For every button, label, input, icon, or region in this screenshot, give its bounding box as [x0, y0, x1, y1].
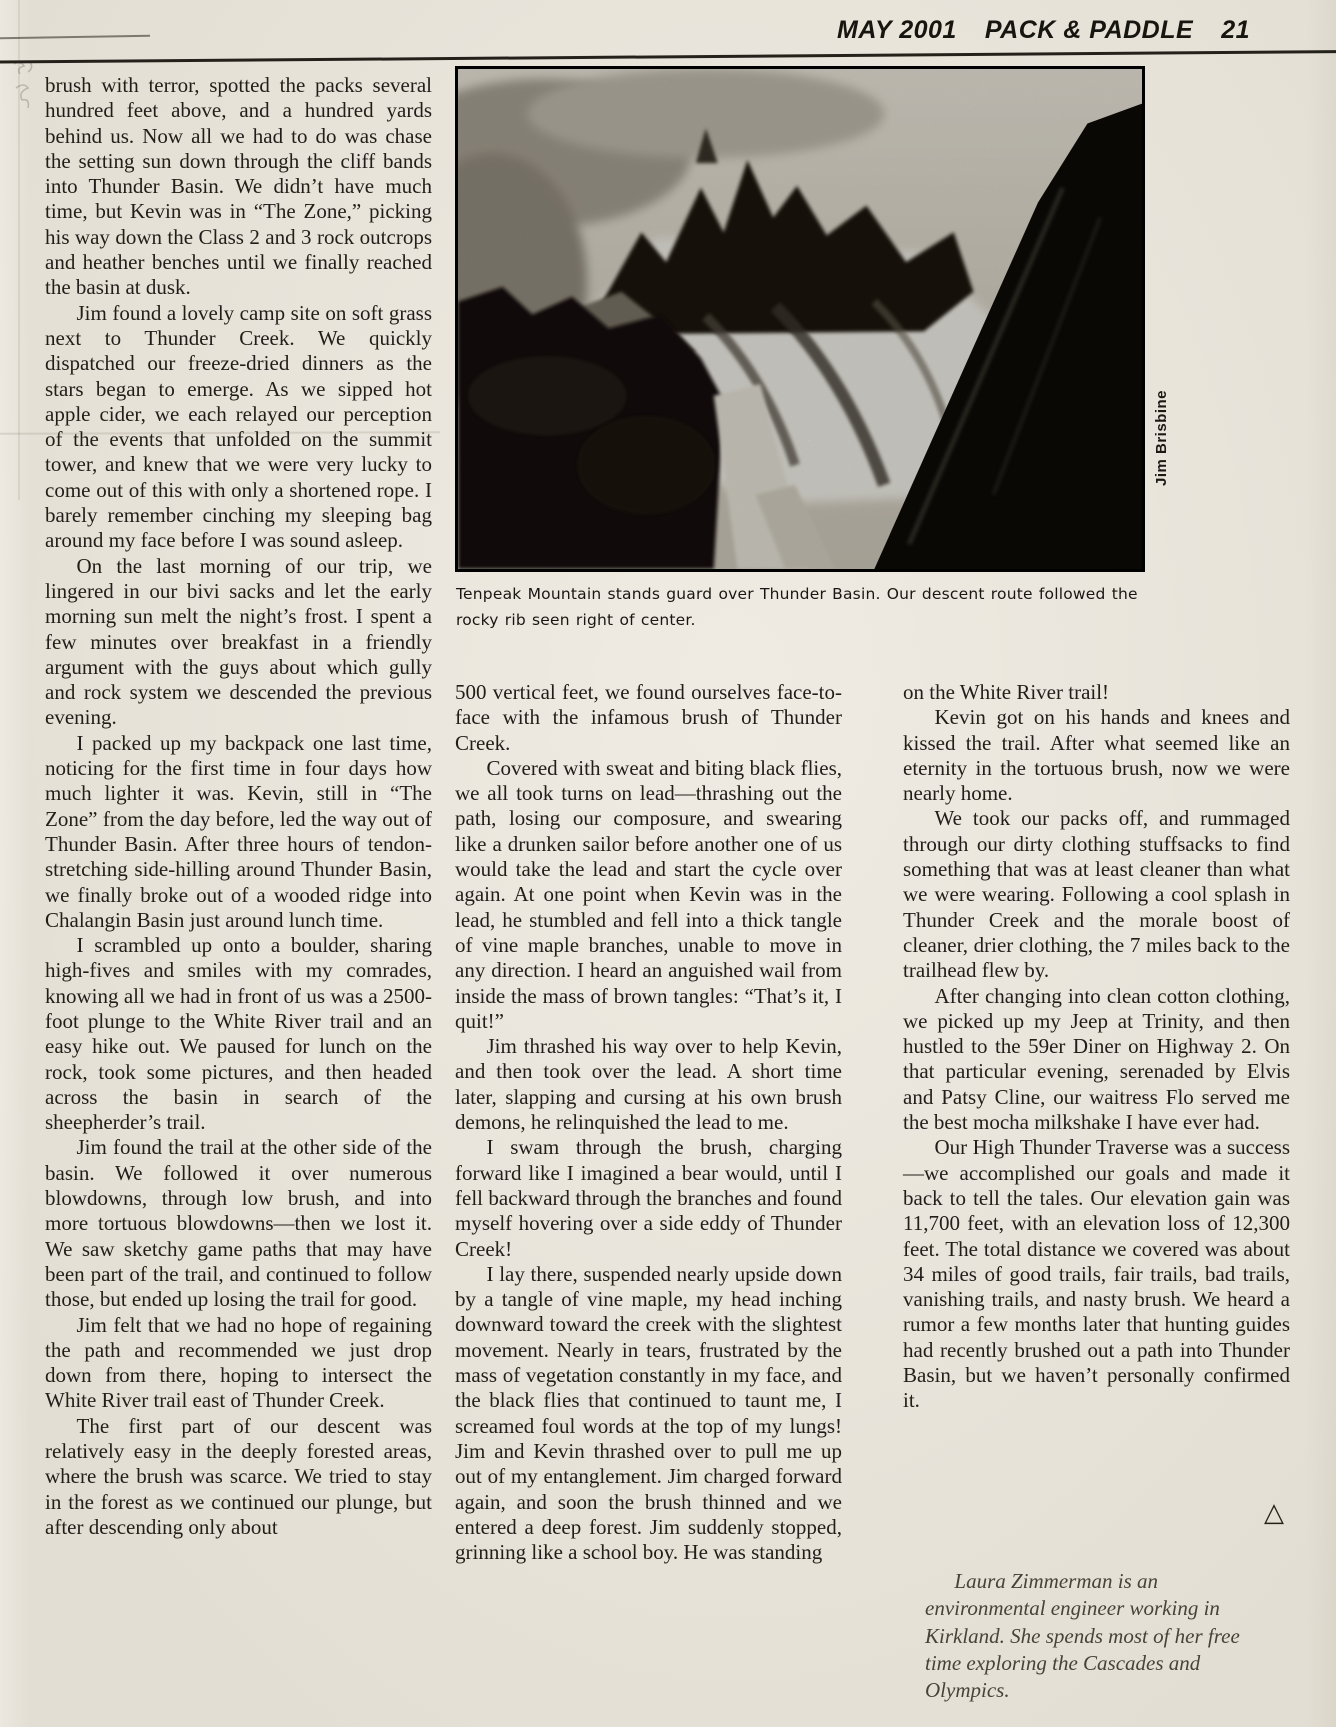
page-header [837, 16, 1250, 45]
paragraph: I scrambled up onto a boulder, sharing high-fives and smiles with my comrades, knowing all we had in front of us was a 2500-foot plunge to the White River trail and an easy hike out. We paused for lunch on the rock, took some pictures, and then headed across the basin in search of the sheepherder’s trail. [45, 933, 432, 1135]
article-column-1 [45, 73, 432, 1540]
mountain-photo-art [458, 69, 1142, 569]
paragraph: Jim found the trail at the other side of the basin. We followed it over numerous blowdowns, through low brush, and into more tortuous blowdowns—then we lost it. We saw sketchy game paths that may have been part of the trail, and continued to follow those, but ended up losing the trail for good. [45, 1135, 432, 1312]
end-of-article-mark: △ [1264, 1498, 1284, 1528]
header-magazine-title: PACK & PADDLE [984, 16, 1194, 44]
paragraph: Jim found a lovely camp site on soft grass next to Thunder Creek. We quickly dispatched our freeze-dried dinners as the stars began to emerge. As we sipped hot apple cider, we each relayed our perception of the events that unfolded on the summit tower, and knew that we were very lucky to come out of this with only a shortened rope. I barely remember cinching my sleeping bag around my face before I was sound asleep. [45, 300, 432, 553]
paragraph: Our High Thunder Traverse was a success—we accomplished our goals and made it back to tell the tales. Our elevation gain was 11,700 feet, with an elevation loss of 12,300 feet. The total distance we covered was about 34 miles of good trails, fair trails, bad trails, vanishing trails, and nasty brush. We heard a rumor a few months later that hunting guides had recently brushed out a path into Thunder Basin, but we haven’t personally confirmed it. [903, 1135, 1290, 1413]
header-issue: MAY 2001 [837, 16, 957, 44]
paragraph: Covered with sweat and biting black flies, we all took turns on lead—thrashing out the path, losing our composure, and swearing like a drunken sailor before another one of us would take the lead and start the cycle over again. At one point when Kevin was in the lead, he stumbled and fell into a thick tangle of vine maple branches, unable to move in any direction. I heard an anguished wail from inside the mass of brown tangles: “That’s it, I quit!” [455, 755, 842, 1033]
paragraph: Kevin got on his hands and knees and kissed the trail. After what seemed like an eternity in the tortuous brush, now we were nearly home. [903, 705, 1290, 806]
paragraph: We took our packs off, and rummaged through our dirty clothing stuffsacks to find something that was at least cleaner than what we were wearing. Following a cool splash in Thunder Creek and the morale boost of cleaner, drier clothing, the 7 miles back to the trailhead flew by. [903, 806, 1290, 983]
photo-credit: Jim Brisbine [1153, 389, 1170, 486]
header-page-number: 21 [1221, 16, 1250, 44]
article-column-3 [903, 680, 1290, 1414]
paragraph: on the White River trail! [903, 680, 1110, 704]
header-rule-faint [0, 35, 150, 40]
header-rule [0, 50, 1336, 64]
paragraph: After changing into clean cotton clothing, we picked up my Jeep at Trinity, and then hustled to the 59er Diner on Highway 2. On that particular evening, serenaded by Elvis and Patsy Cline, our waitress Flo served me the best mocha milkshake I have ever had. [903, 983, 1290, 1135]
paragraph: I lay there, suspended nearly upside down by a tangle of vine maple, my head inching downward toward the creek with the slightest movement. Nearly in tears, frustrated by the mass of vegetation constantly in my face, and the black flies that continued to taunt me, I screamed foul words at the top of my lungs! Jim and Kevin thrashed over to pull me up out of my entanglement. Jim charged forward again, and soon the brush thinned and we entered a deep forest. Jim suddenly stopped, grinning like a school boy. He was standing [455, 1261, 842, 1565]
paragraph: Jim thrashed his way over to help Kevin, and then took over the lead. A short time later, slapping and cursing at his own brush demons, he relinquished the lead to me. [455, 1034, 842, 1135]
article-column-2 [455, 680, 842, 1565]
paragraph: On the last morning of our trip, we lingered in our bivi sacks and let the early morning sun melt the night’s frost. I spent a few minutes over breakfast in a friendly argument with the guys about which gully and rock system we descended the previous evening. [45, 553, 432, 730]
scan-smudge [6, 58, 46, 128]
paragraph: I packed up my backpack one last time, noticing for the first time in four days how much lighter it was. Kevin, still in “The Zone” from the day before, led the way out of Thunder Basin. After three hours of tendon-stretching side-hilling around Thunder Basin, we finally broke out of a wooded ridge into Chalangin Basin just around lunch time. [45, 730, 432, 932]
author-bio: Laura Zimmerman is an environmental engineer working in Kirkland. She spends most of her free time exploring the Cascades and Olympics. [925, 1569, 1240, 1703]
paragraph: brush with terror, spotted the packs several hundred feet above, and a hundred yards behind us. Now all we had to do was chase the setting sun down through the cliff bands into Thunder Basin. We didn’t have much time, but Kevin was in “The Zone,” picking his way down the Class 2 and 3 rock outcrops and heather benches until we finally reached the basin at dusk. [45, 73, 432, 300]
paragraph: The first part of our descent was relatively easy in the deeply forested areas, where the brush was scarce. We tried to stay in the forest as we continued our plunge, but after descending only about [45, 1413, 432, 1539]
paragraph: I swam through the brush, charging forward like I imagined a bear would, until I fell backward through the branches and found myself hovering over a side eddy of Thunder Creek! [455, 1135, 842, 1261]
paragraph: Jim felt that we had no hope of regaining the path and recommended we just drop down from there, hoping to intersect the White River trail east of Thunder Creek. [45, 1312, 432, 1413]
paragraph: 500 vertical feet, we found ourselves face-to-face with the infamous brush of Thunder Creek. [455, 680, 842, 755]
mountain-photo [455, 66, 1145, 572]
photo-caption: Tenpeak Mountain stands guard over Thunder Basin. Our descent route followed the rocky rib seen right of center. [456, 585, 1138, 629]
